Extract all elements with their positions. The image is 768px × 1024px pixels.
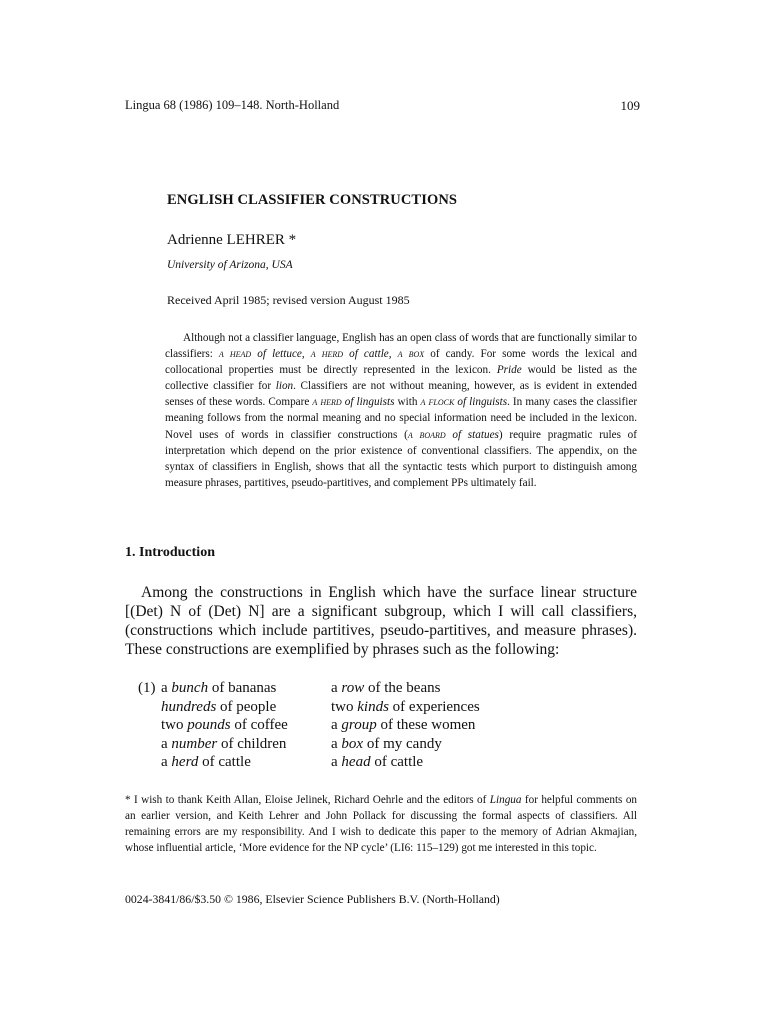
abstract-example: a box — [397, 348, 425, 361]
abstract-example: a head — [218, 348, 252, 361]
abstract-example: a board — [407, 428, 446, 441]
footnote — [125, 792, 637, 856]
footnote-text: * I wish to thank Keith Allan, Eloise Jelinek, Richard Oehrle and the editors of Lingua for helpful comments on an earlier version, and Keith Lehrer and John Pollack for discussing the formal aspects of classifiers. All remaining errors are my responsibility. And I wish to dedicate this paper to the memory of Adrian Akmajian, whose influential article, ‘More evidence for the NP cycle’ (LI6: 115–129) got me interested in this topic. — [125, 794, 638, 854]
example-phrase: a herd of cattle — [161, 754, 251, 771]
author-affiliation: University of Arizona, USA — [167, 259, 293, 271]
example-column-left — [161, 679, 341, 772]
example-phrase: a head of cattle — [331, 754, 424, 771]
page-number: 109 — [620, 98, 640, 113]
section-heading: 1. Introduction — [125, 545, 215, 560]
abstract-paragraph — [165, 330, 637, 491]
journal-citation: Lingua 68 (1986) 109–148. North-Holland — [125, 98, 340, 112]
received-dates: Received April 1985; revised version August 1985 — [167, 293, 410, 307]
example-phrase: a box of my candy — [331, 735, 442, 752]
abstract — [165, 330, 637, 491]
abstract-text: of candy. For some words the lexical and collocational properties must be directly represented in the lexicon. — [165, 348, 637, 377]
example-number: (1) — [138, 680, 156, 696]
abstract-text: Although not a classifier language, English has an open class of words that are functionally similar to classifiers: — [165, 332, 637, 361]
abstract-example: lion — [275, 380, 294, 393]
article-title: ENGLISH CLASSIFIER CONSTRUCTIONS — [167, 192, 458, 208]
abstract-example: of cattle, — [343, 348, 398, 361]
introduction-paragraph: Among the constructions in English which have the surface linear structure [(Det) N of (Det) N] are a significant subgroup, which I will call classifiers, (constructions which include partitives, pseudo-partitives, and measure phrases). These constructions are exemplified by phrases such as the following: — [125, 584, 637, 658]
example-phrase: hundreds of people — [161, 698, 277, 715]
abstract-example: Pride — [496, 364, 522, 377]
abstract-example: a flock — [420, 396, 455, 409]
example-column-right — [331, 679, 551, 772]
abstract-text: ) require pragmatic rules of interpretation which depend on the prior existence of conventional classifiers. The appendix, on the syntax of classifiers in English, shows that all the syntactic tests which purport to distinguish among measure phrases, partitives, pseudo-partitives, and complement PPs ultimately fail. — [165, 428, 637, 489]
introduction-body — [125, 583, 637, 659]
example-phrase: a group of these women — [331, 717, 476, 734]
abstract-example: of linguists — [341, 396, 395, 409]
abstract-example: a herd — [312, 396, 342, 409]
abstract-text: would be listed as the collective classifier for — [165, 364, 637, 393]
abstract-example: of lettuce, — [251, 348, 311, 361]
abstract-text: . Classifiers are not without meaning, however, as is evident in extended senses of these words. Compare — [165, 380, 637, 409]
example-phrase: a number of children — [161, 735, 287, 752]
author-name: Adrienne LEHRER * — [167, 232, 297, 248]
abstract-text: . In many cases the classifier meaning follows from the normal meaning and no special information need be included in the lexicon. Novel uses of words in classifier constructions ( — [165, 396, 638, 441]
abstract-example: a herd — [310, 348, 344, 361]
abstract-example: of statues — [445, 428, 499, 441]
abstract-example: of linguists — [454, 396, 508, 409]
abstract-text: with — [394, 396, 421, 409]
example-phrase: a bunch of bananas — [161, 680, 277, 696]
example-phrase: two kinds of experiences — [331, 698, 480, 715]
example-phrase: two pounds of coffee — [161, 717, 288, 734]
example-phrase: a row of the beans — [331, 680, 441, 696]
copyright-line: 0024-3841/86/$3.50 © 1986, Elsevier Science Publishers B.V. (North-Holland) — [125, 892, 500, 906]
